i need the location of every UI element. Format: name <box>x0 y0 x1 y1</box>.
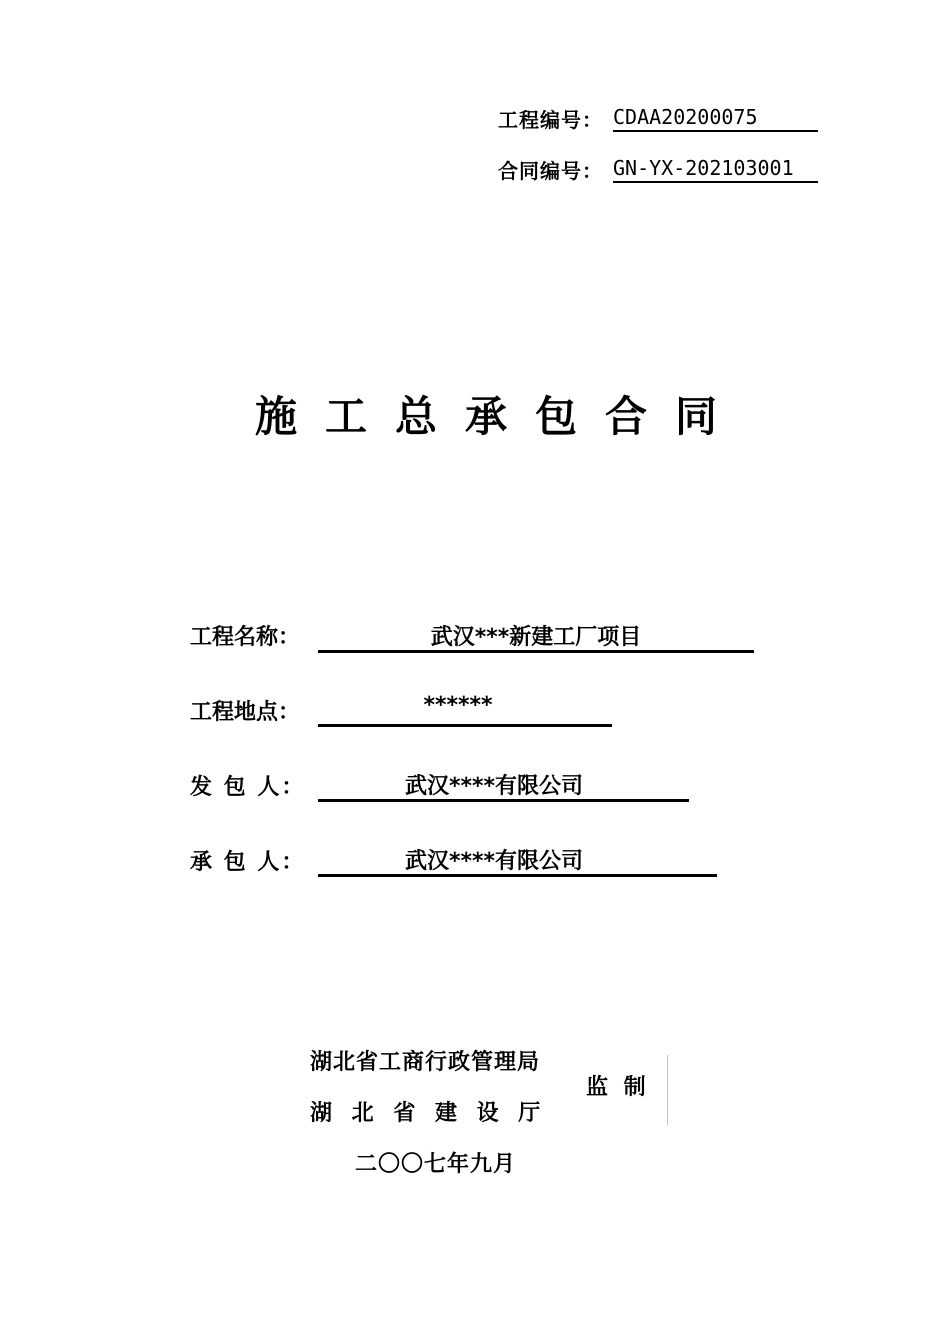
issuer-line-2: 湖 北 省 建 设 厅 <box>310 1101 547 1126</box>
supervise-label: 监 制 <box>586 1075 650 1100</box>
contractor-label: 承 包 人： <box>190 850 306 875</box>
project-number-value: CDAA20200075 <box>613 104 818 132</box>
employer-label: 发 包 人： <box>190 775 306 800</box>
issue-date: 二〇〇七年九月 <box>355 1152 517 1177</box>
vertical-divider <box>667 1055 668 1125</box>
project-name-underline <box>318 650 754 653</box>
issuer-line-1: 湖北省工商行政管理局 <box>310 1050 541 1075</box>
project-name-value: 武汉***新建工厂项目 <box>430 625 642 650</box>
project-number-label: 工程编号： <box>498 108 603 132</box>
employer-value: 武汉****有限公司 <box>404 774 584 799</box>
contract-number-label: 合同编号： <box>498 159 603 183</box>
project-location-underline <box>318 724 612 727</box>
project-location-label: 工程地点： <box>190 700 301 725</box>
employer-underline <box>318 799 689 802</box>
project-location-value: ****** <box>423 693 493 718</box>
contractor-value: 武汉****有限公司 <box>404 849 584 874</box>
document-title: 施工总承包合同 <box>255 392 746 441</box>
contract-number-value: GN-YX-202103001 <box>613 155 818 183</box>
project-name-label: 工程名称： <box>190 625 301 650</box>
contractor-underline <box>318 874 717 877</box>
